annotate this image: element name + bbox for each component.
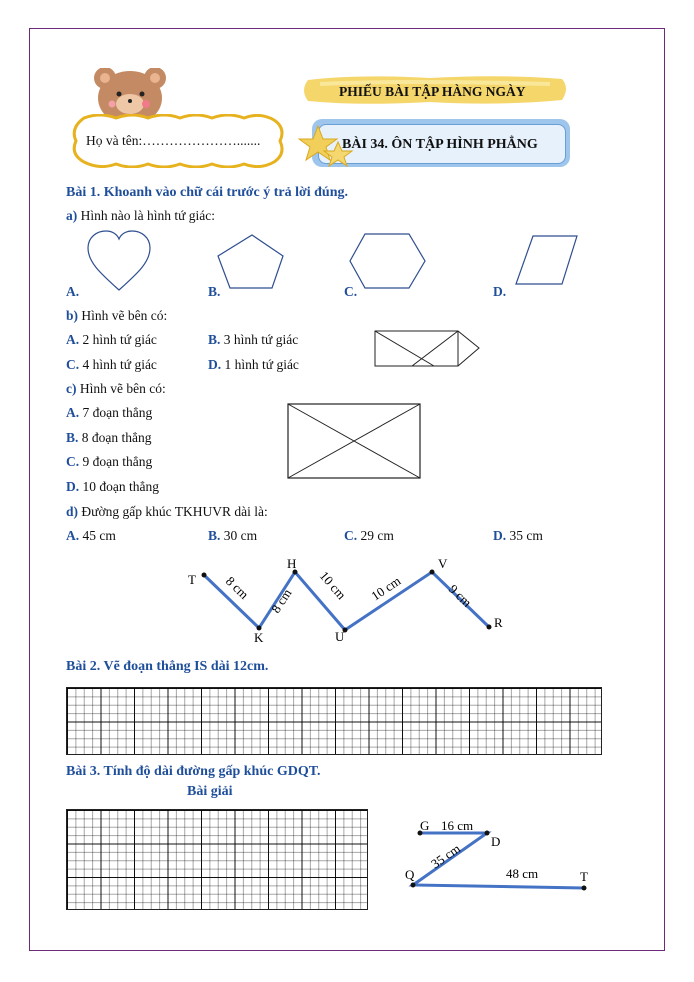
bai1a-shapes [60,228,600,294]
bai3-title: Bài 3. Tính độ dài đường gấp khúc GDQT. [66,764,321,779]
bai1c-option-d[interactable]: D. 10 đoạn thẳng [66,479,159,494]
label-u: U [335,629,345,644]
seg-kh-length: 8 cm [267,585,295,616]
seg-gd-length: 16 cm [441,818,474,833]
bai1a-option-a[interactable]: A. [66,284,80,299]
bai1b-figure [372,328,484,370]
bai1a-option-c[interactable]: C. [344,284,358,299]
bai2-grid[interactable] [66,687,602,755]
label-d: D [491,834,501,849]
label-v: V [438,556,448,571]
bai1c-option-a[interactable]: A. 7 đoạn thẳng [66,405,153,420]
worksheet-title: PHIẾU BÀI TẬP HÀNG NGÀY [339,84,526,99]
polyline-tkhuvr [180,552,520,652]
seg-qt-length: 48 cm [506,866,539,881]
bai1-title: Bài 1. Khoanh vào chữ cái trước ý trả lời đúng. [66,185,348,200]
seg-dq-length: 35 cm [428,840,464,872]
bai1c-option-b[interactable]: B. 8 đoạn thẳng [66,430,152,445]
name-label: Họ và tên:…………………....... [86,133,261,148]
label-h: H [287,556,297,571]
bai1c-figure [285,401,425,481]
label-q: Q [405,867,415,882]
seg-vr-length: 9 cm [445,581,475,610]
bai1a-question: Hình nào là hình tứ giác: [80,208,216,223]
point-v [430,570,435,575]
bai1c-question: Hình vẽ bên có: [79,381,166,396]
bai2-title: Bài 2. Vẽ đoạn thẳng IS dài 12cm. [66,659,269,674]
bai1d-option-d[interactable]: D. 35 cm [493,528,543,543]
bai1b-letter: b) [66,308,79,323]
bai1b-option-c[interactable]: C. 4 hình tứ giác [66,357,157,372]
point-q [411,883,416,888]
label-k: K [254,630,264,645]
seg-uv-length: 10 cm [368,573,404,604]
polyline-gdqt [400,812,600,898]
bai1a-letter: a) [66,208,78,223]
bai1b-question: Hình vẽ bên có: [81,308,168,323]
label-r: R [494,615,503,630]
polyline-path [204,572,489,630]
bai1c-option-c[interactable]: C. 9 đoạn thẳng [66,454,153,469]
point-d [485,831,490,836]
bai1d-letter: d) [66,504,79,519]
bai1c-letter: c) [66,381,77,396]
bai1b-option-b[interactable]: B. 3 hình tứ giác [208,332,299,347]
label-g: G [420,818,430,833]
bai1d-option-a[interactable]: A. 45 cm [66,528,116,543]
heart-shape [88,231,150,290]
pentagon-shape [218,235,283,288]
point-t2 [582,886,587,891]
bai1b-option-a[interactable]: A. 2 hình tứ giác [66,332,157,347]
seg-tk-length: 8 cm [222,573,252,602]
seg-hu-length: 10 cm [316,568,350,603]
bai1d-option-b[interactable]: B. 30 cm [208,528,258,543]
point-t [202,573,207,578]
bai1b-option-d[interactable]: D. 1 hình tứ giác [208,357,299,372]
parallelogram-shape [516,236,577,284]
solution-label: Bài giải [187,784,233,799]
bai1d-option-c[interactable]: C. 29 cm [344,528,394,543]
bai1d-question: Đường gấp khúc TKHUVR dài là: [81,504,268,519]
label-t: T [188,572,196,587]
hexagon-shape [350,234,425,288]
lesson-title: BÀI 34. ÔN TẬP HÌNH PHẲNG [342,137,538,152]
label-t-2: T [580,869,588,884]
bai3-grid[interactable] [66,809,368,910]
bai1a-option-b[interactable]: B. [208,284,221,299]
bai1a-option-d[interactable]: D. [493,284,507,299]
point-r [487,625,492,630]
